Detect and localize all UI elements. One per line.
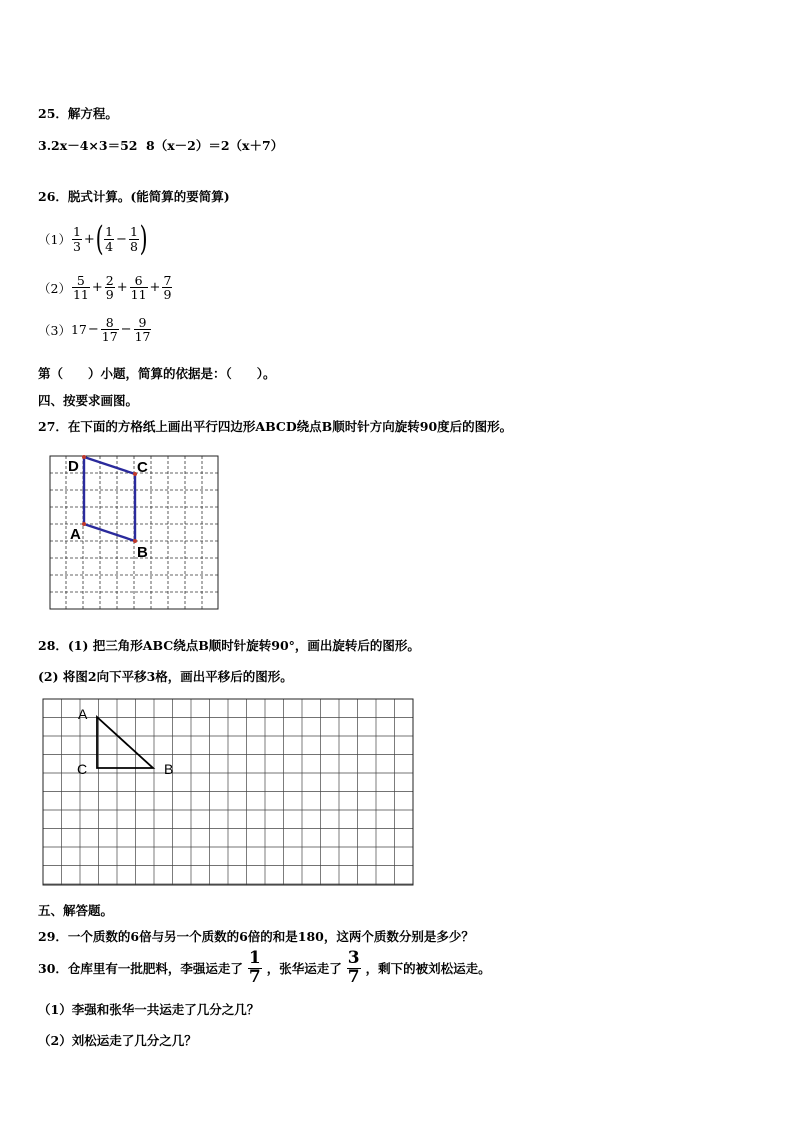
simplification-note: 第（ ）小题，简算的依据是：（ ）。 bbox=[38, 366, 276, 381]
fraction: $\frac{1}{3}$ bbox=[72, 224, 81, 254]
question-30-sub2: （2）刘松运走了几分之几？ bbox=[38, 1033, 197, 1048]
question-28-line1: 28．(1) 把三角形ABC绕点B顺时针旋转90°，画出旋转后的图形。 bbox=[38, 638, 420, 653]
fraction-one-seventh: $\frac{1}{7}$ bbox=[248, 948, 261, 987]
expr3-label: （3） bbox=[38, 322, 71, 338]
question-25-title: 25．解方程。 bbox=[38, 106, 118, 121]
triangle-abc bbox=[97, 717, 153, 768]
fraction: $\frac{6}{11}$ bbox=[130, 273, 147, 303]
square-grid bbox=[43, 699, 413, 885]
label-d: D bbox=[68, 458, 79, 475]
expression-3: （3） 17 − $\frac{8}{17}$ − $\frac{9}{17}$ bbox=[38, 315, 151, 345]
fraction: $\frac{7}{9}$ bbox=[163, 273, 172, 303]
label-a: A bbox=[70, 526, 81, 543]
q30-suffix: ，剩下的被刘松运走。 bbox=[365, 961, 491, 977]
label-b: B bbox=[164, 761, 174, 777]
expr2-label: （2） bbox=[38, 280, 71, 296]
label-c: C bbox=[137, 459, 148, 476]
fraction: $\frac{5}{11}$ bbox=[72, 273, 89, 303]
fraction: $\frac{1}{8}$ bbox=[129, 224, 138, 254]
label-c: C bbox=[77, 761, 88, 777]
right-paren: ) bbox=[139, 219, 148, 259]
question-30-sub1: （1）李强和张华一共运走了几分之几？ bbox=[38, 1002, 260, 1017]
equation-2: 8（x－2）＝2（x＋7） bbox=[146, 138, 284, 153]
q30-middle: ，张华运走了 bbox=[266, 961, 342, 977]
question-29-title: 29．一个质数的6倍与另一个质数的6倍的和是180，这两个质数分别是多少？ bbox=[38, 929, 474, 944]
vertex-d bbox=[82, 455, 86, 459]
fraction: $\frac{1}{4}$ bbox=[105, 224, 114, 254]
fraction: $\frac{2}{9}$ bbox=[105, 273, 114, 303]
expression-2: （2） $\frac{5}{11}$ + $\frac{2}{9}$ + $\frac{6}{11}$ + $\frac{7}{9}$ bbox=[38, 273, 172, 303]
vertex-a bbox=[82, 522, 86, 526]
question-27-title: 27．在下面的方格纸上画出平行四边形ABCD绕点B顺时针方向旋转90度后的图形。 bbox=[38, 419, 513, 434]
question-28-line2: (2) 将图2向下平移3格，画出平移后的图形。 bbox=[38, 669, 293, 684]
section-5-heading: 五、解答题。 bbox=[38, 903, 114, 918]
vertex-b bbox=[133, 539, 137, 543]
equation-1: 3.2x－4×3＝52 bbox=[38, 138, 138, 153]
q27-grid-figure bbox=[48, 454, 222, 612]
parallelogram-abcd bbox=[84, 457, 135, 541]
expression-1: （1） $\frac{1}{3}$ + ( $\frac{1}{4}$ − $\frac{1}{8}$ ) bbox=[38, 219, 148, 259]
section-4-heading: 四、按要求画图。 bbox=[38, 393, 139, 408]
label-b: B bbox=[137, 544, 148, 561]
q28-grid-figure bbox=[42, 698, 416, 888]
fraction: $\frac{8}{17}$ bbox=[101, 315, 118, 345]
expr1-label: （1） bbox=[38, 232, 71, 247]
whole-number: 17 bbox=[70, 322, 87, 338]
question-30-title bbox=[38, 950, 491, 987]
q30-prefix: 30．仓库里有一批肥料，李强运走了 bbox=[38, 961, 243, 977]
fraction-three-sevenths: $\frac{3}{7}$ bbox=[347, 948, 360, 987]
question-26-title: 26．脱式计算。(能简算的要简算) bbox=[38, 189, 230, 204]
label-a: A bbox=[78, 706, 88, 722]
left-paren: ( bbox=[95, 219, 104, 259]
fraction: $\frac{9}{17}$ bbox=[134, 315, 151, 345]
